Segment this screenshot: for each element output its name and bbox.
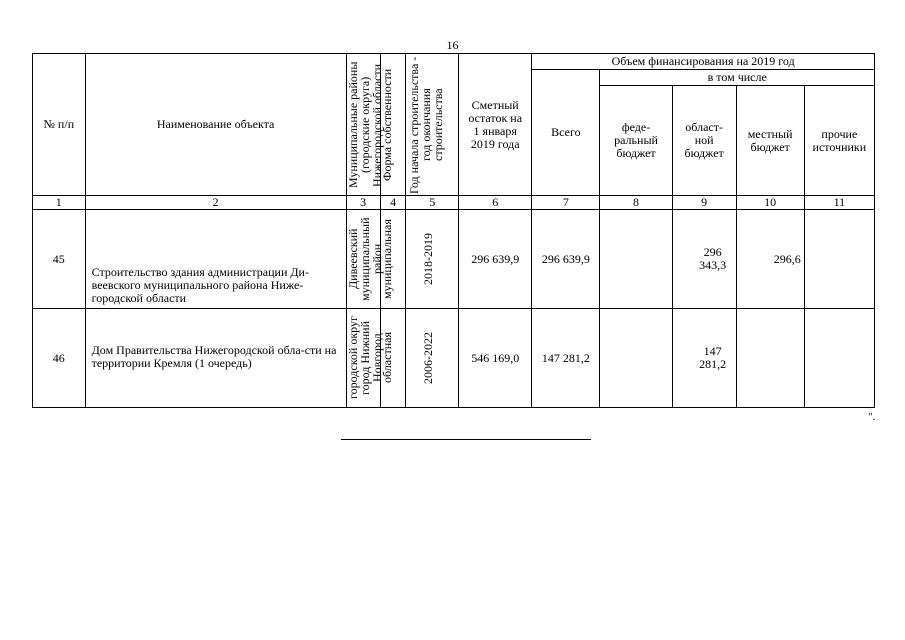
page-number: 16 (446, 38, 459, 52)
row-ownership: муниципальная (380, 219, 395, 299)
row-estimate: 296 639,9 (459, 210, 532, 309)
column-number: 3 (346, 196, 380, 210)
row-regional: 147 281,2 (699, 344, 727, 371)
header-regional: област-ной бюджет (684, 120, 724, 160)
column-number: 8 (600, 196, 672, 210)
row-other (804, 309, 874, 408)
header-district: Муниципальные районы (городские округа) Нижегородской области (345, 61, 384, 188)
row-ownership-cell (380, 210, 406, 309)
row-estimate: 546 169,0 (459, 309, 532, 408)
column-number: 4 (380, 196, 406, 210)
row-total: 147 281,2 (532, 309, 600, 408)
row-years: 2006-2022 (421, 332, 436, 384)
row-district: Дивеевский муниципальный район (345, 217, 384, 301)
row-regional: 296 343,3 (699, 245, 727, 272)
column-number: 11 (804, 196, 874, 210)
header-no: № п/п (33, 54, 86, 196)
header-local-cell (736, 86, 804, 196)
funding-table (32, 53, 875, 408)
row-district: городской округ город Нижний Новгород (345, 316, 384, 400)
table-row (33, 210, 875, 309)
column-number: 5 (406, 196, 459, 210)
column-number: 1 (33, 196, 86, 210)
row-district-cell (345, 210, 384, 309)
header-other: прочие источники (812, 126, 867, 154)
header-estimate: Сметный остаток на 1 января 2019 года (468, 97, 523, 151)
header-regional-cell (672, 86, 736, 196)
row-regional-cell (672, 309, 736, 408)
header-years-cell (406, 54, 459, 196)
row-local: 296,6 (736, 210, 804, 309)
column-number: 10 (736, 196, 804, 210)
row-no: 45 (33, 210, 86, 309)
row-ownership: областная (380, 332, 395, 384)
column-number: 7 (532, 196, 600, 210)
row-ownership-cell (380, 309, 406, 408)
column-number-row (33, 196, 875, 210)
row-years: 2018-2019 (421, 233, 436, 285)
row-regional-cell (672, 210, 736, 309)
row-name: Дом Правительства Нижегородской обла-сти на территории Кремля (1 очередь) (85, 309, 346, 408)
column-number: 6 (459, 196, 532, 210)
row-years-cell (406, 210, 459, 309)
column-number: 9 (672, 196, 736, 210)
row-federal (600, 210, 672, 309)
header-estimate-cell (459, 54, 532, 196)
header-federal-cell (600, 86, 672, 196)
header-including: в том числе (600, 70, 875, 86)
row-total: 296 639,9 (532, 210, 600, 309)
row-district-cell (345, 309, 384, 408)
row-no: 46 (33, 309, 86, 408)
header-other-cell (804, 86, 874, 196)
table-row (33, 309, 875, 408)
closing-mark: ". (868, 411, 876, 423)
row-local (736, 309, 804, 408)
header-district-cell (345, 54, 384, 196)
header-total: Всего (532, 70, 600, 196)
header-ownership-cell (380, 54, 406, 196)
header-local: местный бюджет (747, 126, 793, 154)
row-years-cell (406, 309, 459, 408)
row-name: Строительство здания администрации Ди-веевского муниципального района Ниже-городской области (85, 210, 346, 309)
row-other (804, 210, 874, 309)
header-ownership: Форма собственности (380, 68, 395, 181)
header-federal: феде-ральный бюджет (614, 120, 658, 160)
column-number: 2 (85, 196, 346, 210)
row-federal (600, 309, 672, 408)
header-funding-group: Объем финансирования на 2019 год (532, 54, 875, 70)
header-years: Год начала строительства - год окончания строительства (407, 55, 446, 194)
bottom-divider (341, 439, 591, 440)
header-name: Наименование объекта (85, 54, 346, 196)
